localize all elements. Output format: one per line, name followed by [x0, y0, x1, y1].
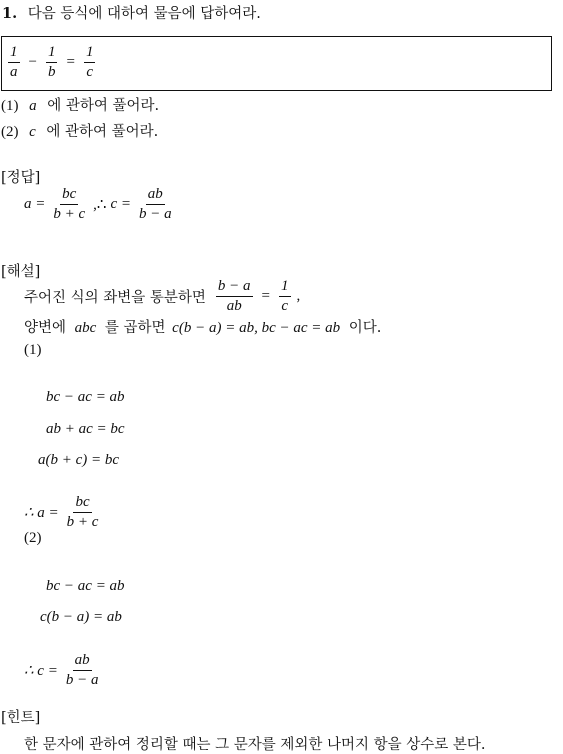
- part-1-result-fraction: $\frac{bc}{b + c}$: [66, 494, 99, 530]
- explanation-heading: [해설]: [1, 264, 41, 280]
- part-1-step-3: a(b + c) = bc: [38, 452, 120, 468]
- answer-equation: a = $\frac{bc}{b + c}$ ,∴ c = $\frac{ab}{b - a}$: [24, 186, 172, 222]
- answer-heading: [정답]: [1, 170, 41, 186]
- hint-heading: [힌트]: [1, 710, 41, 726]
- explanation-fraction-rhs: $\frac{1}{c}$: [281, 278, 289, 314]
- answer-fraction-a: $\frac{bc}{b + c}$: [53, 186, 86, 222]
- explanation-line-1: 주어진 식의 좌변을 통분하면 $\frac{b - a}{ab}$ = $\frac{1}{c}$ ,: [24, 278, 301, 314]
- part-1-result: ∴ a = $\frac{bc}{b + c}$: [24, 494, 99, 530]
- problem-statement: [2, 2, 261, 23]
- part-2-step-1: bc − ac = ab: [46, 578, 125, 594]
- part-1-label: (1): [24, 342, 42, 358]
- fraction-1-over-b: $\frac{1}{b}$: [47, 44, 56, 80]
- fraction-1-over-c: $\frac{1}{c}$: [85, 44, 94, 80]
- fraction-1-over-a: $\frac{1}{a}$: [10, 44, 18, 80]
- equals-sign: =: [66, 53, 75, 70]
- answer-fraction-c: $\frac{ab}{b - a}$: [138, 186, 172, 222]
- given-equation: [6, 44, 97, 80]
- part-2-result-fraction: $\frac{ab}{b - a}$: [65, 652, 99, 688]
- explanation-line-2: 양변에 abc 를 곱하면 c(b − a) = ab, bc − ac = ab 이다.: [24, 320, 382, 336]
- problem-text: 다음 등식에 대하여 물음에 답하여라.: [27, 6, 261, 22]
- minus-sign: −: [28, 53, 37, 70]
- part-2-label: (2): [24, 530, 42, 546]
- part-1-step-2: ab + ac = bc: [46, 421, 125, 437]
- explanation-fraction-lhs: $\frac{b - a}{ab}$: [217, 278, 251, 314]
- sub-question-1: (1) a 에 관하여 풀어라.: [1, 98, 160, 114]
- part-1-step-1: bc − ac = ab: [46, 389, 125, 405]
- sub-question-2: (2) c 에 관하여 풀어라.: [1, 124, 159, 140]
- part-2-step-2: c(b − a) = ab: [40, 609, 122, 625]
- part-2-result: ∴ c = $\frac{ab}{b - a}$: [24, 652, 99, 688]
- hint-text: 한 문자에 관하여 정리할 때는 그 문자를 제외한 나머지 항을 상수로 본다.: [24, 737, 486, 753]
- problem-number: 1.: [2, 5, 18, 22]
